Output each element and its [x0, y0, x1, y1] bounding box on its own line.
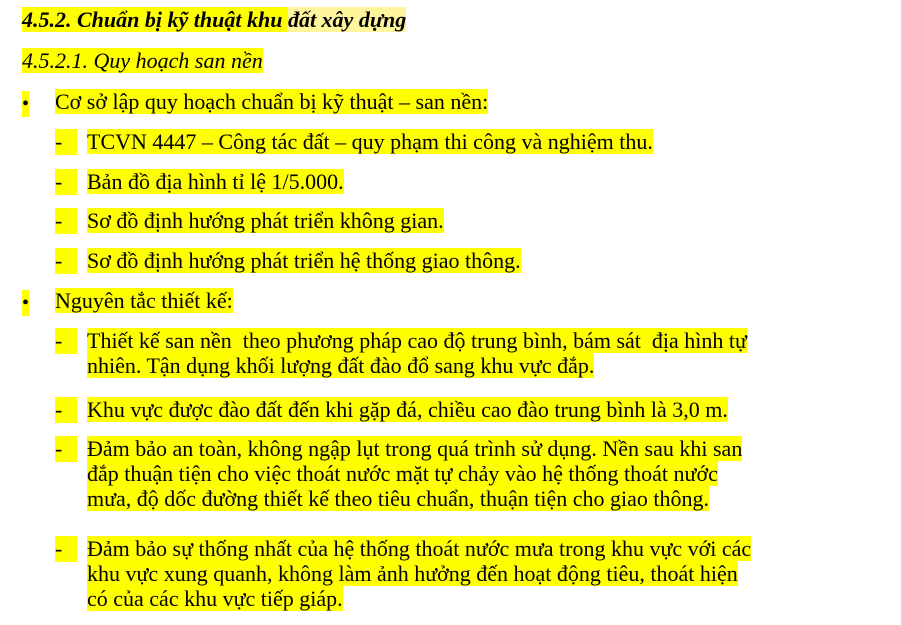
- bullet-icon: •: [22, 93, 30, 115]
- list-item: Đảm bảo an toàn, không ngập lụt trong quá trình sử dụng. Nền sau khi san đắp thuận tiện cho việc thoát nước mặt tự chảy vào hệ thống thoát nước mưa, độ dốc đường thiết kế theo tiêu chuẩn, thuận tiện cho giao thông.: [87, 436, 743, 511]
- list-item: Bản đồ địa hình tỉ lệ 1/5.000.: [87, 169, 344, 194]
- list-item: Thiết kế san nền theo phương pháp cao độ trung bình, bám sát địa hình tự nhiên. Tận dụng khối lượng đất đào đổ sang khu vực đắp.: [87, 328, 747, 378]
- dash-marker: -: [55, 208, 77, 234]
- dash-marker: -: [55, 328, 77, 354]
- section-title: Nguyên tắc thiết kế:: [55, 288, 233, 313]
- subsection-heading: [22, 48, 263, 74]
- list-item: TCVN 4447 – Công tác đất – quy phạm thi công và nghiệm thu.: [87, 129, 653, 154]
- subsection-heading-text: 4.5.2.1. Quy hoạch san nền: [22, 48, 263, 73]
- list-item: Khu vực được đào đất đến khi gặp đá, chiều cao đào trung bình là 3,0 m.: [87, 397, 728, 422]
- section-heading-part2: đất xây dựng: [287, 7, 407, 32]
- dash-marker: -: [55, 129, 77, 155]
- section-title: Cơ sở lập quy hoạch chuẩn bị kỹ thuật – san nền:: [55, 89, 489, 114]
- list-item: Sơ đồ định hướng phát triển không gian.: [87, 208, 444, 233]
- list-item: Sơ đồ định hướng phát triển hệ thống giao thông.: [87, 248, 521, 273]
- section-heading: [22, 7, 406, 33]
- dash-marker: -: [55, 397, 77, 423]
- bullet-icon: •: [22, 292, 30, 314]
- dash-marker: -: [55, 248, 77, 274]
- dash-marker: -: [55, 436, 77, 462]
- list-item: Đảm bảo sự thống nhất của hệ thống thoát nước mưa trong khu vực với các khu vực xung quanh, không làm ảnh hưởng đến hoạt động tiêu, thoát hiện có của các khu vực tiếp giáp.: [87, 536, 752, 611]
- dash-marker: -: [55, 169, 77, 195]
- section-heading-part1: 4.5.2. Chuẩn bị kỹ thuật khu: [22, 7, 288, 32]
- dash-marker: -: [55, 536, 77, 562]
